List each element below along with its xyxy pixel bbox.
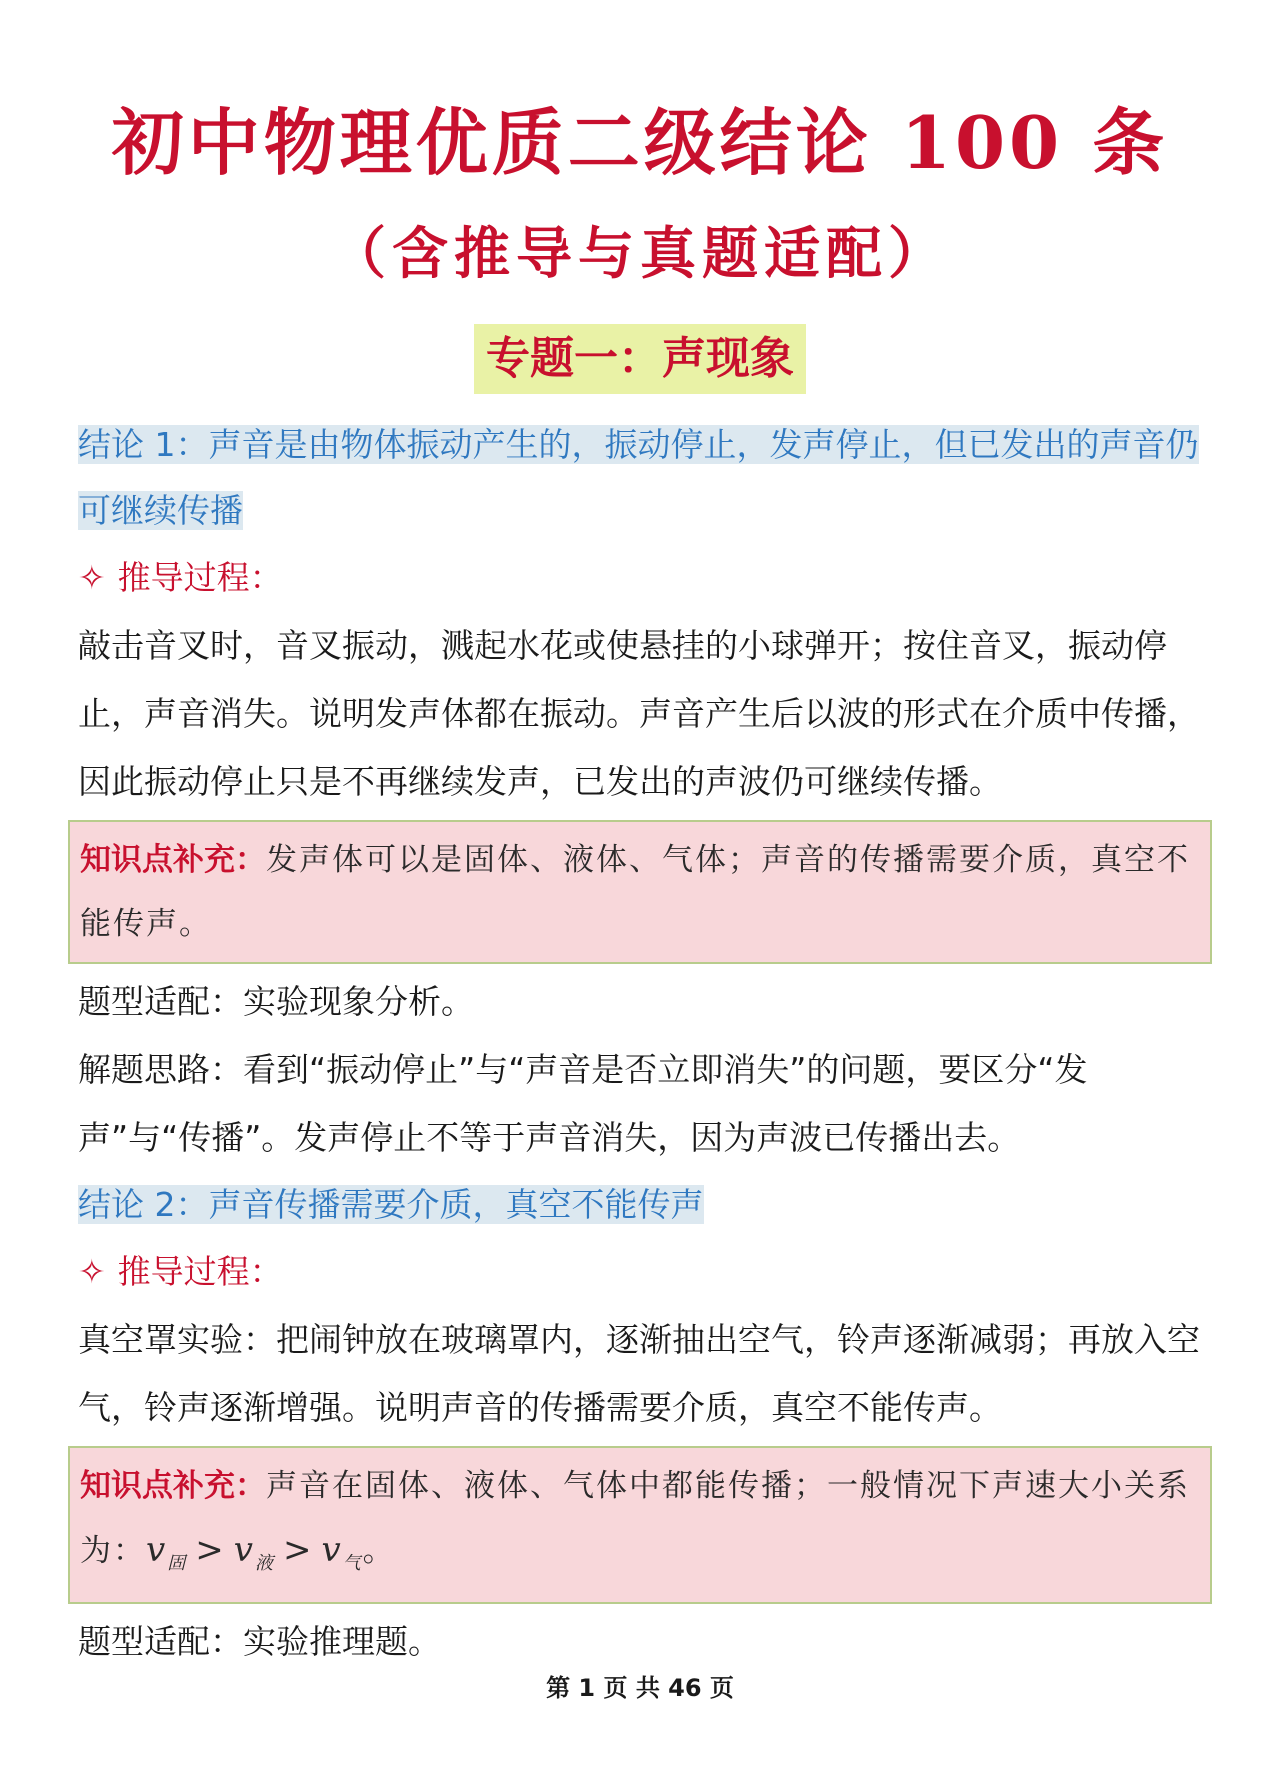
derive-heading-1 [78,544,1202,612]
conclusion-2-text: 结论 2：声音传播需要介质，真空不能传声 [78,1185,704,1224]
content-body [78,412,1202,1676]
formula-sub-solid: 固 [167,1553,188,1574]
formula-sub-gas: 气 [342,1553,363,1574]
conclusion-1-text: 结论 1：声音是由物体振动产生的，振动停止，发声停止，但已发出的声音仍可继续传播 [78,425,1199,530]
formula-sub-liquid: 液 [254,1553,275,1574]
knowledge-note-2 [68,1446,1212,1604]
page-number: 第 1 页 共 46 页 [546,1674,734,1702]
sparkle-icon: ✧ [78,558,106,597]
conclusion-2 [78,1172,1202,1238]
page-subtitle: （含推导与真题适配） [330,221,950,287]
derive-label-1: 推导过程： [117,558,283,597]
formula-gt-1: > [195,1530,226,1570]
note-text-2: 声音在固体、液体、气体中都能传播；一般情况下声速大小关系为： [80,1468,1190,1569]
topic-heading: 专题一：声现象 [474,324,806,394]
note-label-1: 知识点补充： [80,842,266,878]
sparkle-icon: ✧ [78,1252,106,1291]
derive-text-2: 真空罩实验：把闹钟放在玻璃罩内，逐渐抽出空气，铃声逐渐减弱；再放入空气，铃声逐渐增强。说明声音的传播需要介质，真空不能传声。 [78,1320,1200,1427]
solve-idea-1: 解题思路：看到“振动停止”与“声音是否立即消失”的问题，要区分“发声”与“传播”。发声停止不等于声音消失，因为声波已传播出去。 [78,1050,1088,1157]
formula-v-liquid: v [233,1530,255,1570]
page-title: 初中物理优质二级结论 100 条 [111,100,1169,185]
conclusion-1 [78,412,1202,544]
type-fit-2: 题型适配：实验推理题。 [78,1622,441,1661]
formula-v-solid: v [146,1530,168,1570]
note-label-2: 知识点补充： [80,1468,266,1504]
derive-label-2: 推导过程： [117,1252,283,1291]
formula-end: 。 [362,1533,396,1569]
derive-heading-2 [78,1238,1202,1306]
derive-text-1: 敲击音叉时，音叉振动，溅起水花或使悬挂的小球弹开；按住音叉，振动停止，声音消失。说明发声体都在振动。声音产生后以波的形式在介质中传播，因此振动停止只是不再继续发声，已发出的声波仍可继续传播。 [78,626,1200,801]
sound-speed-formula [146,1530,363,1574]
note-text-1: 发声体可以是固体、液体、气体；声音的传播需要介质，真空不能传声。 [80,842,1190,942]
knowledge-note-1 [68,820,1212,964]
formula-v-gas: v [321,1530,343,1570]
formula-gt-2: > [282,1530,314,1570]
topic-heading-wrap [0,324,1280,394]
type-fit-1: 题型适配：实验现象分析。 [78,982,474,1021]
